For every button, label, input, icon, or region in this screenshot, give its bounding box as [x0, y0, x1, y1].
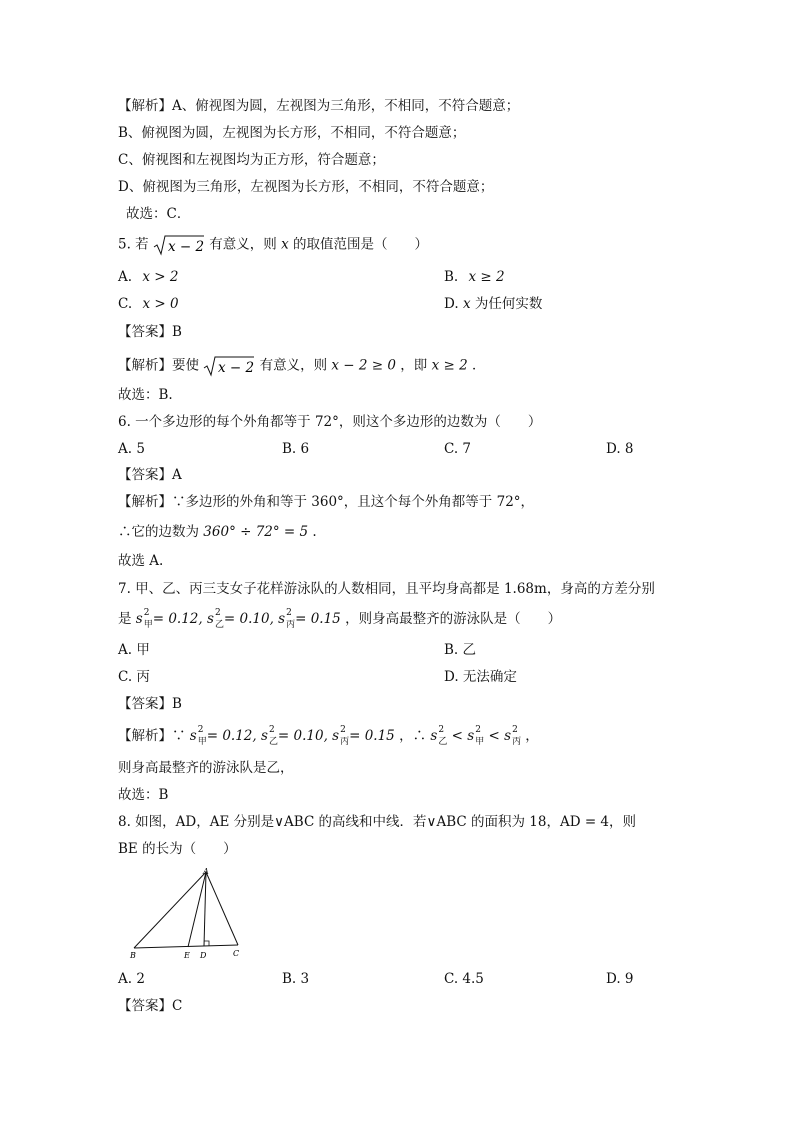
triangle-figure — [126, 866, 250, 966]
q6-option-c: C. 7 — [444, 441, 472, 457]
q5-option-b-math: x ≥ 2 — [468, 269, 505, 285]
q5-radicand: x − 2 — [167, 239, 205, 255]
q5-option-c-label: C. — [118, 296, 133, 312]
variance-subscript-jia: 甲 — [197, 737, 207, 747]
q7-exp-variance-bing — [332, 727, 349, 745]
q7-variance-bing — [278, 610, 295, 628]
q7-exp-value-bing: = 0.15 — [349, 728, 395, 744]
variance-symbol: s — [332, 728, 340, 744]
q5-option-d-variable: x — [462, 296, 471, 312]
q7-stem-lead: 是 — [118, 611, 132, 627]
variance-symbol: s — [260, 728, 268, 744]
q5-radical — [153, 234, 205, 256]
q7-choice-line: 故选：B — [118, 787, 169, 803]
q5-option-c — [118, 295, 179, 313]
q4-explanation-line-1: 【解析】A、俯视图为圆，左视图为三角形，不相同，不符合题意； — [118, 98, 520, 114]
q6-explanation-math: 360° ÷ 72° = 5 — [203, 524, 309, 540]
sqrt-symbol-icon — [153, 234, 205, 256]
q7-stem-line-2 — [118, 610, 561, 628]
q8-stem-line-2: BE 的长为（ ） — [118, 841, 237, 857]
variance-subscript-bing: 丙 — [340, 737, 350, 747]
variance-subscript-jia: 甲 — [475, 737, 485, 747]
q6-choice-line: 故选 A. — [118, 553, 164, 569]
q5-option-d-text: 为任何实数 — [474, 296, 543, 312]
q7-exp-value-jia: = 0.12, — [206, 728, 257, 744]
q7-stem-tail: ，则身高最整齐的游泳队是（ ） — [345, 611, 562, 627]
point-label-e: E — [184, 951, 190, 960]
q5-explanation-mid-2: ，即 — [400, 357, 428, 374]
vertex-label-a: A — [203, 867, 209, 876]
variance-exponent: 2 — [143, 608, 150, 618]
q5-option-b — [444, 268, 505, 286]
q7-option-a: A. 甲 — [118, 642, 150, 658]
q7-variance-jia — [136, 610, 153, 628]
variance-subscript-jia: 甲 — [143, 620, 153, 630]
q8-stem-line-1: 8. 如图，AD，AE 分别是∨ABC 的高线和中线．若∨ABC 的面积为 18，AD = 4，则 — [118, 814, 637, 830]
q6-explanation-line-1: 【解析】∵多边形的外角和等于 360°，且这个每个外角都等于 72°， — [118, 494, 535, 510]
variance-exponent: 2 — [268, 725, 275, 735]
q7-value-jia: = 0.12, — [152, 611, 203, 627]
q7-exp-value-yi: = 0.10, — [277, 728, 328, 744]
q5-explanation-inequality-2: x ≥ 2 — [431, 357, 468, 374]
q5-option-d-label: D. — [444, 296, 459, 312]
q7-exp-variance-yi — [261, 727, 278, 745]
variance-exponent: 2 — [512, 725, 518, 735]
variance-exponent: 2 — [475, 725, 481, 735]
q6-answer: 【答案】A — [118, 467, 182, 483]
q4-explanation-line-2: B、俯视图为圆，左视图为长方形，不相同，不符合题意； — [118, 125, 466, 141]
variance-exponent: 2 — [197, 725, 204, 735]
variance-exponent: 2 — [340, 725, 346, 735]
variance-symbol: s — [430, 728, 438, 744]
vertex-label-c: C — [233, 949, 240, 958]
q5-option-a-label: A. — [118, 269, 133, 285]
q7-value-bing: = 0.15 — [295, 611, 341, 627]
q5-choice-line: 故选：B. — [118, 387, 173, 403]
variance-exponent: 2 — [214, 608, 221, 618]
q5-stem-number: 5. 若 — [118, 236, 149, 253]
q7-order-bing — [504, 727, 521, 745]
q5-option-b-label: B. — [444, 269, 459, 285]
variance-symbol: s — [504, 728, 511, 744]
variance-symbol: s — [278, 611, 286, 627]
q5-explanation-lead: 【解析】要使 — [118, 357, 199, 374]
q7-explanation-therefore: ，∴ — [399, 728, 427, 744]
q8-option-a: A. 2 — [118, 971, 145, 987]
q7-explanation-line-1 — [118, 727, 539, 745]
q5-explanation-inequality-1: x − 2 ≥ 0 — [331, 357, 396, 374]
variance-subscript-yi: 乙 — [438, 737, 448, 747]
variance-symbol: s — [467, 728, 475, 744]
q5-stem-text: 有意义，则 — [209, 236, 277, 253]
q4-explanation-line-4: D、俯视图为三角形，左视图为长方形，不相同，不符合题意； — [118, 179, 494, 195]
sqrt-symbol-icon — [203, 355, 255, 377]
q5-answer: 【答案】B — [118, 324, 182, 340]
variance-exponent: 2 — [438, 725, 445, 735]
q5-stem-variable: x — [281, 236, 289, 253]
q6-explanation-end: . — [312, 524, 317, 540]
vertex-label-b: B — [130, 951, 136, 960]
q8-answer: 【答案】C — [118, 998, 183, 1014]
q7-less-than-2: < — [488, 728, 500, 744]
q5-option-a — [118, 268, 178, 286]
q4-explanation-line-3: C、俯视图和左视图均为正方形，符合题意； — [118, 152, 385, 168]
q4-choice-line: 故选：C． — [126, 206, 191, 222]
q7-explanation-comma: ， — [525, 728, 539, 744]
q8-option-d: D. 9 — [606, 971, 634, 987]
q8-option-b: B. 3 — [282, 971, 310, 987]
q5-stem — [118, 234, 428, 256]
q5-explanation-radicand: x − 2 — [218, 360, 255, 376]
variance-subscript-bing: 丙 — [512, 737, 522, 747]
variance-symbol: s — [135, 611, 143, 627]
q7-less-than-1: < — [451, 728, 463, 744]
q7-exp-variance-jia — [190, 727, 207, 745]
q7-stem-line-1: 7. 甲、乙、丙三支女子花样游泳队的人数相同，且平均身高都是 1.68m，身高的方差分别 — [118, 581, 655, 597]
q5-explanation — [118, 355, 485, 377]
q7-value-yi: = 0.10, — [223, 611, 274, 627]
q7-option-b: B. 乙 — [444, 642, 477, 658]
q6-explanation-lead: ∴它的边数为 — [118, 524, 199, 540]
q7-order-jia — [467, 727, 484, 745]
point-label-d: D — [200, 951, 207, 960]
variance-subscript-yi: 乙 — [268, 737, 278, 747]
variance-exponent: 2 — [286, 608, 292, 618]
q6-stem: 6. 一个多边形的每个外角都等于 72°，则这个多边形的边数为（ ） — [118, 414, 542, 430]
q7-option-c: C. 丙 — [118, 669, 150, 685]
q6-option-b: B. 6 — [282, 441, 310, 457]
q8-option-c: C. 4.5 — [444, 971, 484, 987]
variance-subscript-bing: 丙 — [286, 620, 296, 630]
q7-explanation-lead: 【解析】∵ — [118, 728, 186, 744]
q6-option-a: A. 5 — [118, 441, 145, 457]
variance-symbol: s — [189, 728, 197, 744]
q7-answer: 【答案】B — [118, 696, 182, 712]
q5-explanation-mid: 有意义，则 — [259, 357, 328, 374]
variance-symbol: s — [206, 611, 214, 627]
q5-option-c-math: x > 0 — [142, 296, 179, 312]
q7-option-d: D. 无法确定 — [444, 669, 517, 685]
q6-explanation-line-2 — [118, 523, 317, 541]
q5-stem-tail: 的取值范围是（ ） — [292, 236, 428, 253]
q7-variance-yi — [207, 610, 224, 628]
triangle-abc-diagram — [126, 866, 250, 962]
variance-subscript-yi: 乙 — [214, 620, 224, 630]
q6-option-d: D. 8 — [606, 441, 634, 457]
q5-option-d — [444, 295, 542, 313]
q5-explanation-radical — [203, 355, 255, 377]
q7-explanation-line-2: 则身高最整齐的游泳队是乙， — [118, 760, 294, 776]
q7-order-yi — [430, 727, 447, 745]
q5-option-a-math: x > 2 — [142, 269, 179, 285]
q5-explanation-end: ． — [471, 357, 486, 374]
